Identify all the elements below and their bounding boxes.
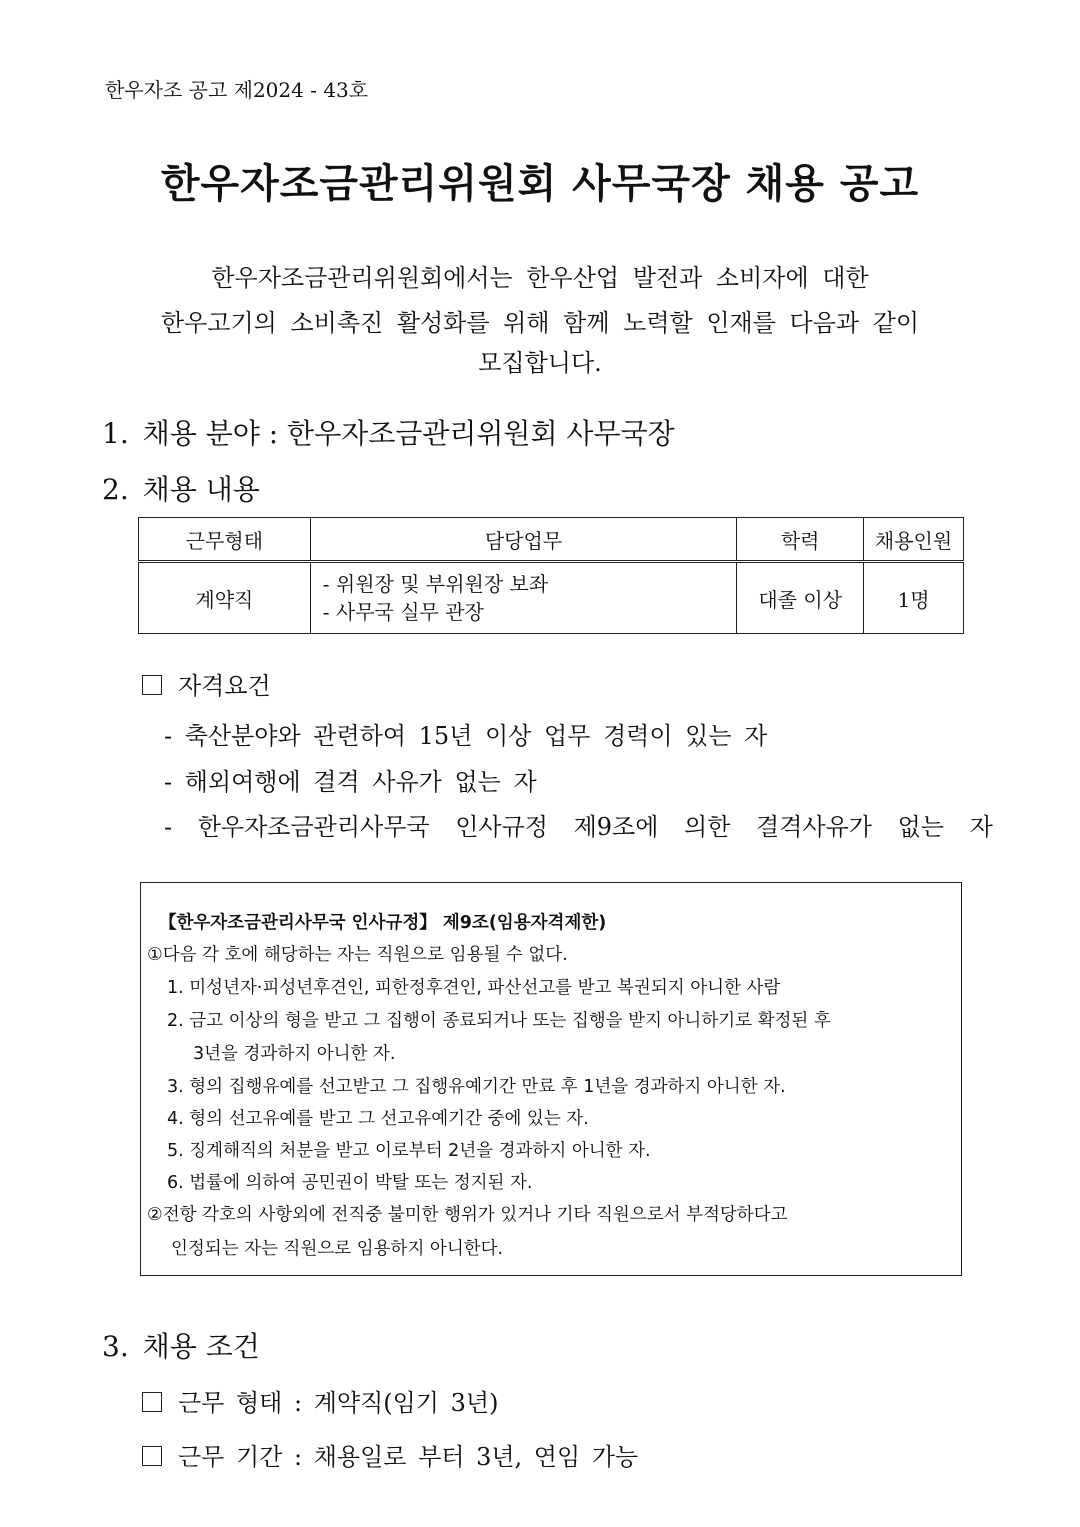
- condition-item-2: [142, 1437, 638, 1472]
- qualifications-label: 자격요건: [178, 672, 271, 700]
- section-3-number: 3.: [102, 1330, 129, 1363]
- section-3-label: 채용 조건: [142, 1330, 260, 1363]
- condition-text-2: 근무 기간 : 채용일로 부터 3년, 연임 가능: [178, 1443, 639, 1471]
- cell-employment-type: 계약직: [139, 562, 311, 634]
- qualification-item-3: - 한우자조금관리사무국 인사규정 제9조에 의한 결격사유가 없는 자: [164, 813, 993, 841]
- recruitment-table: [138, 517, 964, 634]
- header-employment-type: 근무형태: [139, 518, 311, 562]
- table-row: [139, 562, 964, 634]
- section-2-number: 2.: [102, 473, 129, 506]
- section-1-heading: [102, 412, 675, 452]
- qualification-item-2: - 해외여행에 결격 사유가 없는 자: [164, 768, 537, 796]
- regulation-item-3: 3. 형의 집행유예를 선고받고 그 집행유예기간 만료 후 1년을 경과하지 아니한 자.: [167, 1077, 786, 1097]
- intro-line-2: 한우고기의 소비촉진 활성화를 위해 함께 노력할 인재를 다음과 같이: [160, 309, 920, 337]
- regulation-paragraph-2-cont: 인정되는 자는 직원으로 임용하지 아니한다.: [171, 1239, 504, 1259]
- regulation-item-1: 1. 미성년자·피성년후견인, 피한정후견인, 파산선고를 받고 복권되지 아니한 사람: [167, 978, 781, 998]
- header-headcount: 채용인원: [864, 518, 964, 562]
- section-1-number: 1.: [102, 417, 129, 450]
- checkbox-icon: [142, 1392, 162, 1412]
- header-duties: 담당업무: [310, 518, 736, 562]
- notice-number: 한우자조 공고 제2024 - 43호: [105, 78, 369, 102]
- regulation-item-2: 2. 금고 이상의 형을 받고 그 집행이 종료되거나 또는 집행을 받지 아니하기로 확정된 후: [167, 1011, 831, 1031]
- intro-line-3: 모집합니다.: [478, 349, 602, 377]
- section-3-heading: [102, 1325, 260, 1365]
- header-education: 학력: [737, 518, 864, 562]
- table-header-row: [139, 518, 964, 562]
- condition-item-1: [142, 1383, 498, 1418]
- section-2-heading: [102, 468, 260, 508]
- cell-duties: [310, 562, 736, 634]
- cell-headcount: 1명: [864, 562, 964, 634]
- condition-text-1: 근무 형태 : 계약직(임기 3년): [178, 1389, 499, 1417]
- qualification-item-1: - 축산분야와 관련하여 15년 이상 업무 경력이 있는 자: [164, 722, 768, 750]
- checkbox-icon: [142, 1446, 162, 1466]
- cell-education: 대졸 이상: [737, 562, 864, 634]
- regulation-paragraph-2: ②전항 각호의 사항외에 전직중 불미한 행위가 있거나 기타 직원으로서 부적당하다고: [147, 1205, 788, 1225]
- qualifications-heading: [142, 666, 271, 701]
- checkbox-icon: [142, 675, 162, 695]
- regulation-heading: 【한우자조금관리사무국 인사규정】 제9조(임용자격제한): [159, 913, 607, 933]
- duty-item-1: - 위원장 및 부위원장 보좌: [322, 572, 549, 596]
- regulation-item-4: 4. 형의 선고유예를 받고 그 선고유예기간 중에 있는 자.: [167, 1109, 589, 1129]
- duty-item-2: - 사무국 실무 관장: [322, 600, 484, 624]
- regulation-paragraph-1: ①다음 각 호에 해당하는 자는 직원으로 임용될 수 없다.: [147, 945, 568, 965]
- regulation-item-6: 6. 법률에 의하여 공민권이 박탈 또는 정지된 자.: [167, 1173, 533, 1193]
- regulation-item-2-cont: 3년을 경과하지 아니한 자.: [193, 1044, 396, 1064]
- regulation-box: [140, 882, 962, 1276]
- intro-line-1: 한우자조금관리위원회에서는 한우산업 발전과 소비자에 대한: [211, 264, 869, 292]
- regulation-item-5: 5. 징계해직의 처분을 받고 이로부터 2년을 경과하지 아니한 자.: [167, 1141, 651, 1161]
- page-title: 한우자조금관리위원회 사무국장 채용 공고: [160, 161, 920, 207]
- section-1-label: 채용 분야 : 한우자조금관리위원회 사무국장: [142, 417, 675, 450]
- section-2-label: 채용 내용: [142, 473, 260, 506]
